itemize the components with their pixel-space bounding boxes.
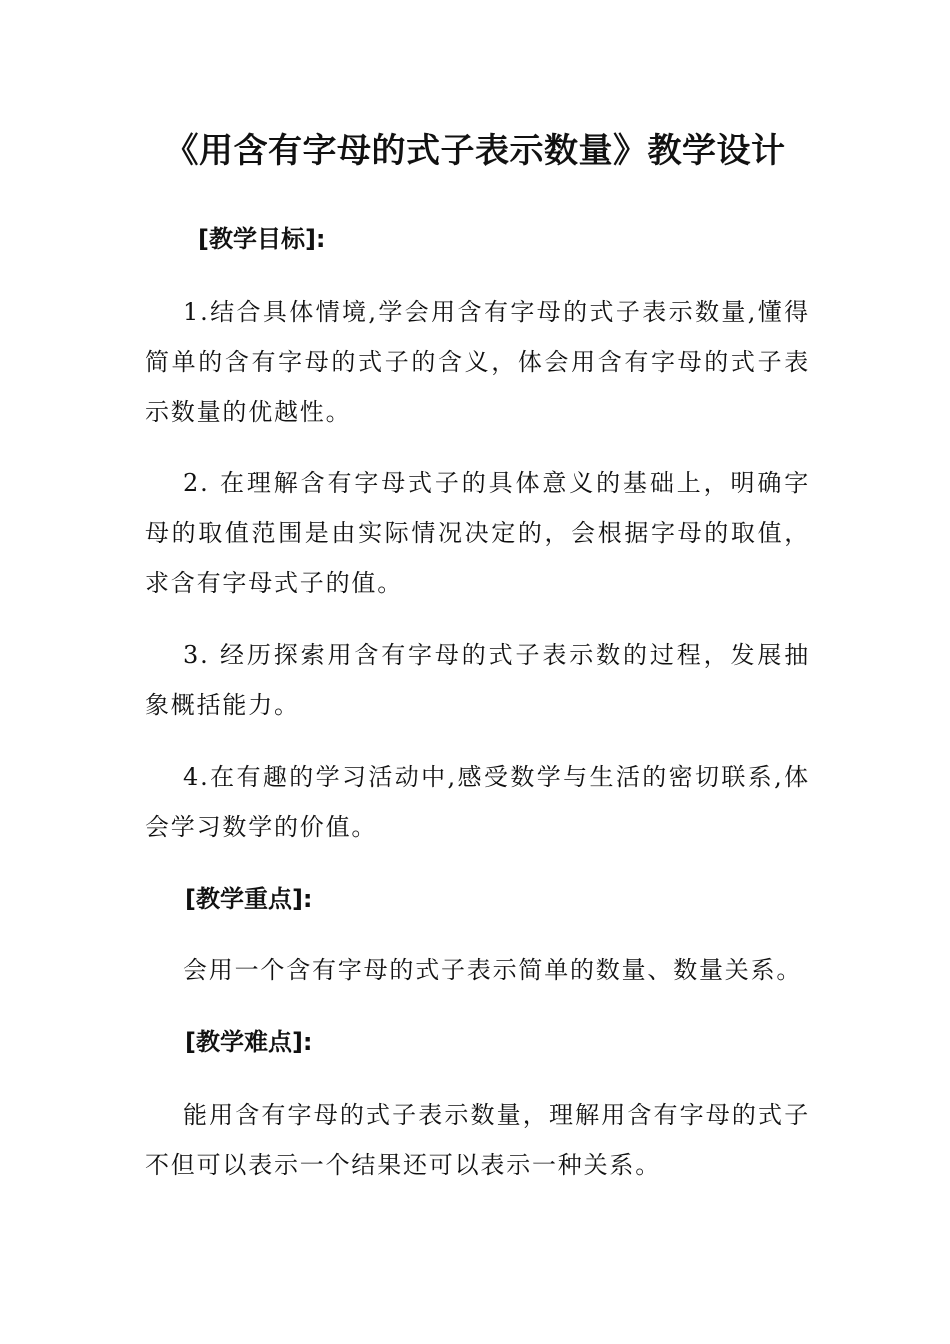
difficulty-text: 能用含有字母的式子表示数量，理解用含有字母的式子不但可以表示一个结果还可以表示一种关系。	[145, 1101, 810, 1179]
key-point-heading: [教学重点]:	[185, 885, 313, 913]
teaching-goals-heading: [教学目标]:	[198, 225, 326, 253]
goal-item-1: 1.结合具体情境,学会用含有字母的式子表示数量,懂得简单的含有字母的式子的含义，体会用含有字母的式子表示数量的优越性。	[145, 298, 810, 426]
document-title: 《用含有字母的式子表示数量》教学设计	[164, 131, 786, 171]
goal-item-3: 3. 经历探索用含有字母的式子表示数的过程，发展抽象概括能力。	[145, 641, 810, 719]
difficulty-heading: [教学难点]:	[185, 1028, 313, 1056]
goal-item-4: 4.在有趣的学习活动中,感受数学与生活的密切联系,体会学习数学的价值。	[145, 763, 810, 841]
goal-item-2: 2. 在理解含有字母式子的具体意义的基础上，明确字母的取值范围是由实际情况决定的，会根据字母的取值，求含有字母式子的值。	[145, 469, 810, 597]
key-point-text: 会用一个含有字母的式子表示简单的数量、数量关系。	[183, 956, 803, 984]
